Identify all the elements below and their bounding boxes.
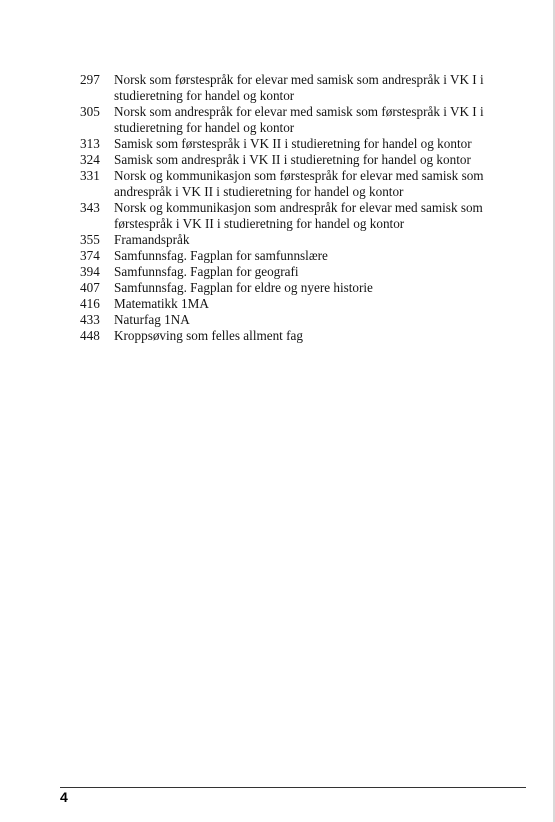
toc-entry — [80, 296, 530, 312]
toc-page-number: 416 — [80, 296, 100, 311]
toc-entry-title: Samfunnsfag. Fagplan for samfunnslære — [114, 248, 328, 263]
toc-entry — [80, 200, 530, 232]
toc-page-number: 433 — [80, 312, 100, 327]
toc-page-number: 305 — [80, 104, 100, 119]
toc-entry — [80, 264, 530, 280]
toc-entry-title: Samfunnsfag. Fagplan for eldre og nyere historie — [114, 280, 373, 295]
toc-page-number: 313 — [80, 136, 100, 151]
toc-page-number: 394 — [80, 264, 100, 279]
toc-entry — [80, 136, 530, 152]
toc-page-number: 374 — [80, 248, 100, 263]
toc-entry-title: Norsk som førstespråk for elevar med samisk som andrespråk i VK I i studieretning for handel og kontor — [114, 72, 484, 103]
toc-entry-title: Norsk som andrespråk for elevar med samisk som førstespråk i VK I i studieretning for handel og kontor — [114, 104, 484, 135]
toc-page-number: 407 — [80, 280, 100, 295]
toc-page-number: 324 — [80, 152, 100, 167]
toc-page-number: 448 — [80, 328, 100, 343]
toc-entry-title: Norsk og kommunikasjon som førstespråk for elevar med samisk som andrespråk i VK II i studieretning for handel og kontor — [114, 168, 484, 199]
toc-entry — [80, 328, 530, 344]
toc-entry — [80, 232, 530, 248]
toc-entry-title: Framandspråk — [114, 232, 190, 247]
toc-entry-title: Samisk som andrespråk i VK II i studieretning for handel og kontor — [114, 152, 471, 167]
toc-entry-title: Samisk som førstespråk i VK II i studieretning for handel og kontor — [114, 136, 472, 151]
toc-entry — [80, 280, 530, 296]
toc-entry — [80, 248, 530, 264]
toc-entry-title: Matematikk 1MA — [114, 296, 209, 311]
toc-page-number: 355 — [80, 232, 100, 247]
toc-entry — [80, 312, 530, 328]
toc-entry — [80, 72, 530, 104]
toc-entry — [80, 152, 530, 168]
table-of-contents — [80, 72, 530, 344]
toc-entry — [80, 168, 530, 200]
toc-entry-title: Kroppsøving som felles allment fag — [114, 328, 303, 343]
toc-page-number: 343 — [80, 200, 100, 215]
toc-entry-title: Norsk og kommunikasjon som andrespråk for elevar med samisk som førstespråk i VK II i studieretning for handel og kontor — [114, 200, 483, 231]
toc-entry-title: Samfunnsfag. Fagplan for geografi — [114, 264, 299, 279]
toc-page-number: 297 — [80, 72, 100, 87]
footer-rule — [60, 787, 526, 788]
toc-page-number: 331 — [80, 168, 100, 183]
toc-entry — [80, 104, 530, 136]
toc-entry-title: Naturfag 1NA — [114, 312, 190, 327]
footer-page-number: 4 — [60, 789, 68, 805]
